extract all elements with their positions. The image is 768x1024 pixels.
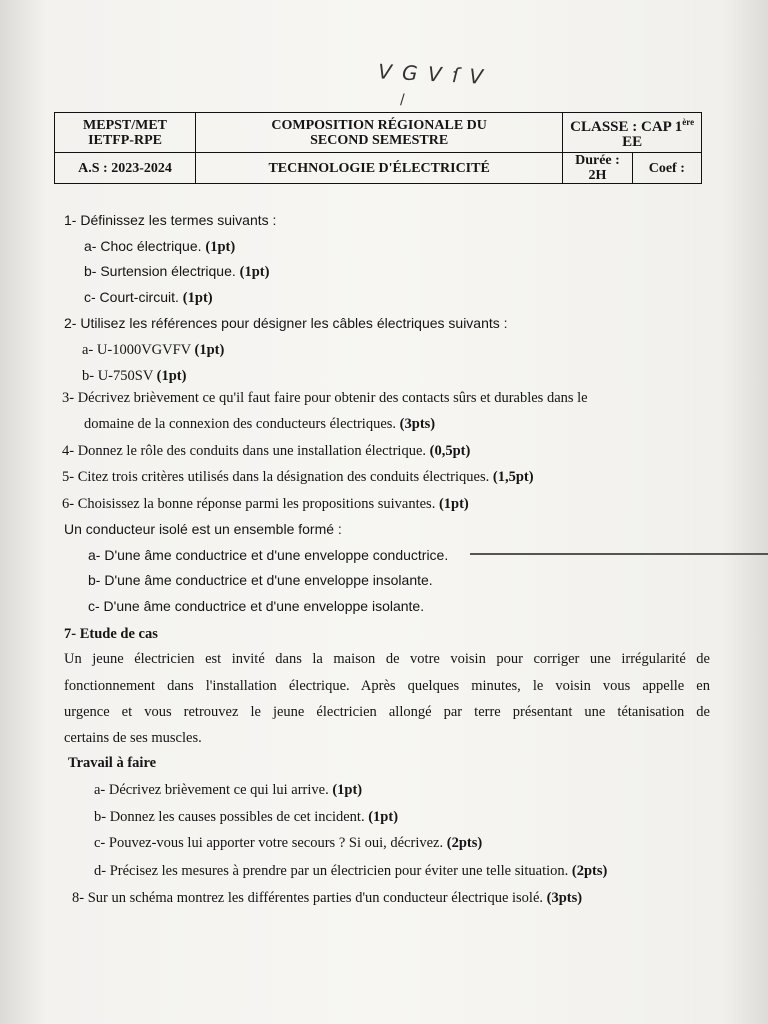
exam-header-table (54, 112, 702, 184)
question-1: 1- Définissez les termes suivants : (64, 212, 277, 228)
question-6: 6- Choisissez la bonne réponse parmi les propositions suivantes. (1pt) (62, 496, 469, 512)
question-5: 5- Citez trois critères utilisés dans la désignation des conduits électriques. (1,5pt) (62, 469, 534, 485)
question-1b: b- Surtension électrique. (1pt) (84, 263, 270, 280)
question-6b: b- D'une âme conductrice et d'une enveloppe insolante. (88, 572, 433, 588)
question-2b: b- U-750SV (1pt) (82, 368, 187, 384)
subject-cell: TECHNOLOGIE D'ÉLECTRICITÉ (196, 153, 563, 184)
class-prefix: CLASSE : CAP 1 (570, 119, 683, 135)
strike-line (470, 553, 768, 555)
case-study-line1: Un jeune électricien est invité dans la maison de votre voisin pour corriger une irrégularité de (64, 651, 710, 667)
question-2a: a- U-1000VGVFV (1pt) (82, 342, 225, 358)
case-study-line3: urgence et vous retrouvez le jeune électricien allongé par terre présentant une tétanisation de (64, 704, 710, 720)
question-1c: c- Court-circuit. (1pt) (84, 289, 213, 306)
question-2: 2- Utilisez les références pour désigner les câbles électriques suivants : (64, 315, 508, 331)
work-to-do-title: Travail à faire (68, 755, 157, 771)
class-superscript: ère (682, 117, 695, 127)
question-6a: a- D'une âme conductrice et d'une enveloppe conductrice. (88, 547, 449, 563)
question-7a: a- Décrivez brièvement ce qui lui arrive. (1pt) (94, 782, 363, 798)
school-year-cell: A.S : 2023-2024 (55, 153, 196, 184)
class-suffix: EE (622, 134, 643, 150)
question-3-line2: domaine de la connexion des conducteurs électriques. (3pts) (84, 416, 436, 432)
question-6-stem: Un conducteur isolé est un ensemble formé : (64, 521, 342, 537)
question-1a: a- Choc électrique. (1pt) (84, 238, 236, 255)
exam-title-cell: COMPOSITION RÉGIONALE DU SECOND SEMESTRE (196, 113, 563, 153)
handwritten-tick: / (400, 92, 405, 108)
question-7b: b- Donnez les causes possibles de cet incident. (1pt) (94, 809, 399, 825)
duration-cell: Durée : 2H (563, 153, 632, 184)
case-study-line4: certains de ses muscles. (64, 730, 202, 746)
case-study-line2: fonctionnement dans l'installation électrique. Après quelques minutes, le voisin vous appelle en (64, 678, 710, 694)
question-7-title: 7- Etude de cas (64, 626, 158, 642)
handwritten-mark: V G V ſ V (377, 59, 486, 89)
question-6c: c- D'une âme conductrice et d'une enveloppe isolante. (88, 598, 425, 614)
question-7c: c- Pouvez-vous lui apporter votre secours ? Si oui, décrivez. (2pts) (94, 835, 483, 851)
question-3-line1: 3- Décrivez brièvement ce qu'il faut faire pour obtenir des contacts sûrs et durables dans le (62, 390, 588, 406)
question-7d: d- Précisez les mesures à prendre par un électricien pour éviter une telle situation. (2pts) (94, 863, 608, 879)
coef-cell: Coef : (632, 153, 701, 184)
question-8: 8- Sur un schéma montrez les différentes parties d'un conducteur électrique isolé. (3pts) (72, 890, 583, 906)
institution-cell: MEPST/MET IETFP-RPE (55, 113, 196, 153)
class-cell (563, 113, 702, 153)
question-4: 4- Donnez le rôle des conduits dans une installation électrique. (0,5pt) (62, 443, 471, 459)
